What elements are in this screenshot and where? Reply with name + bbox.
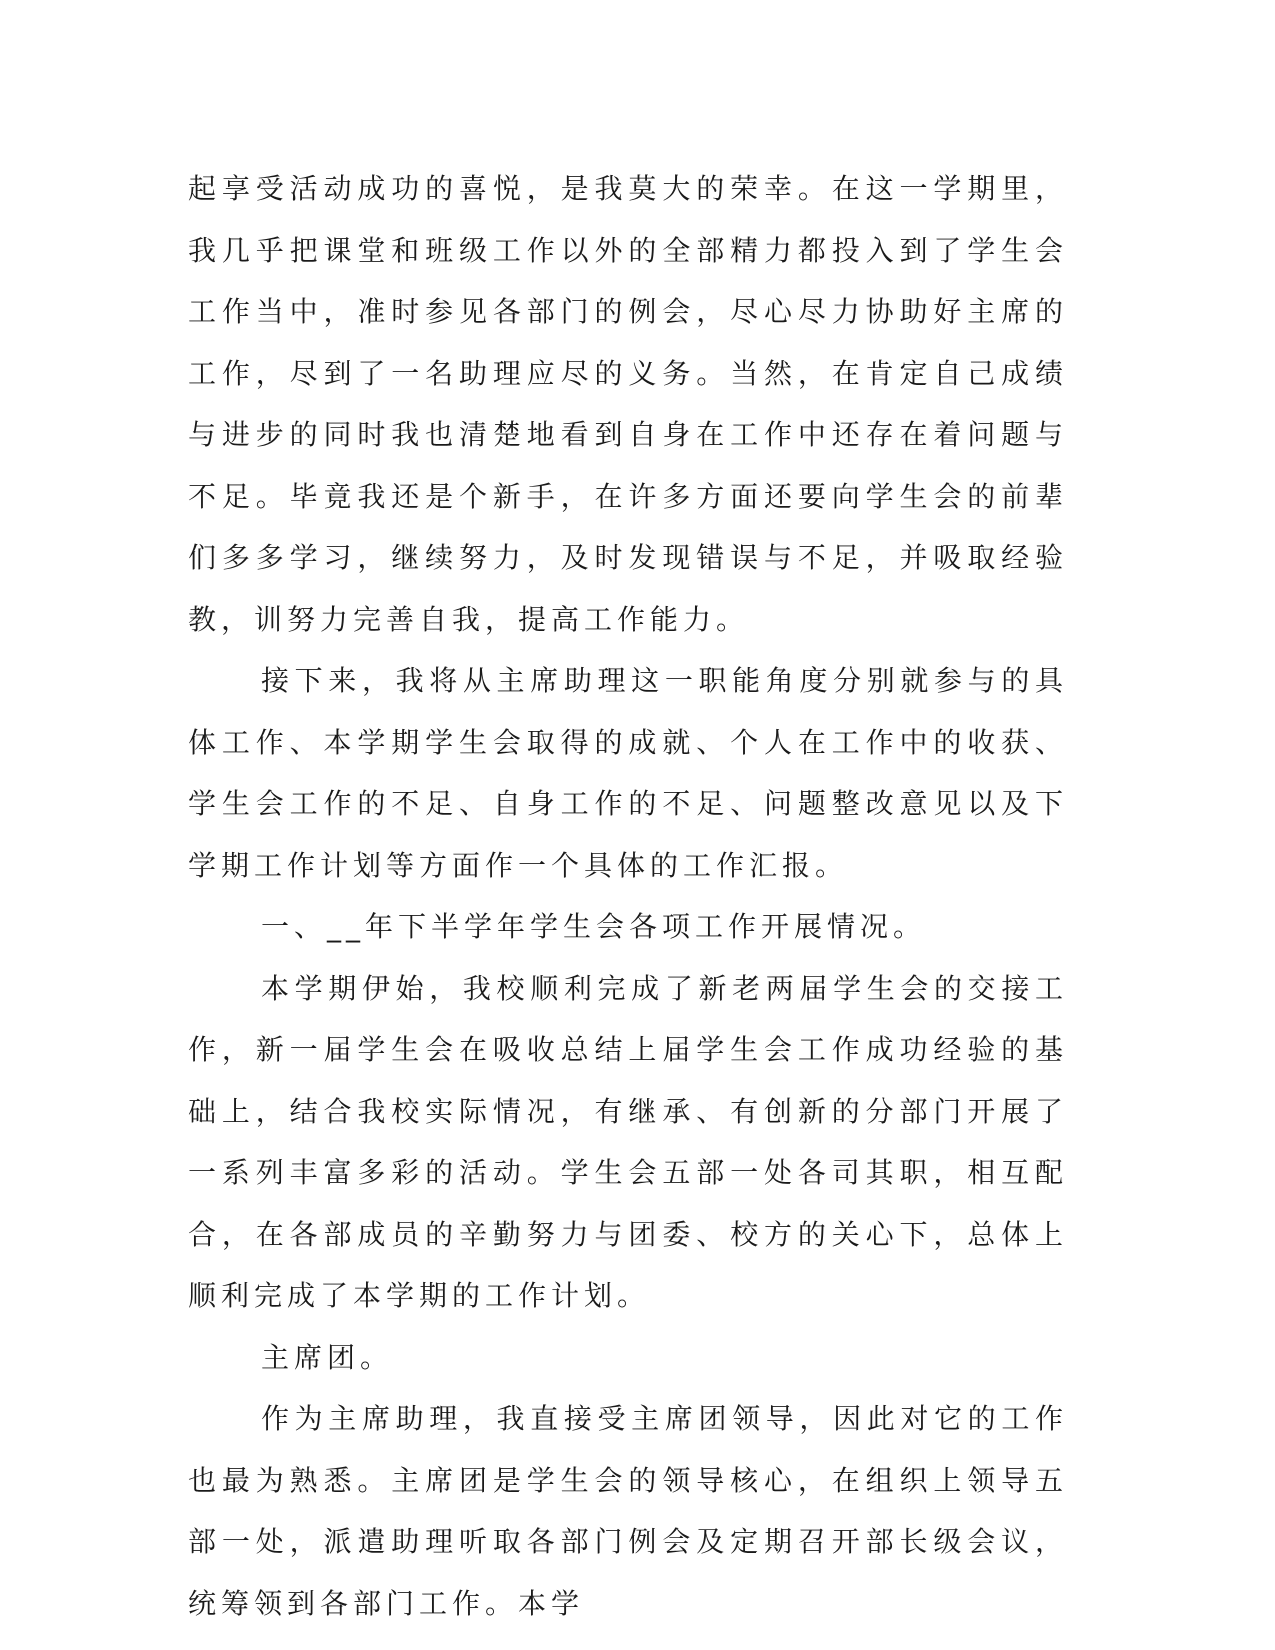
subsection-heading-presidium: 主席团。 xyxy=(261,1340,394,1374)
paragraph-3: 本学期伊始，我校顺利完成了新老两届学生会的交接工作，新一届学生会在吸收总结上届学生会工作成功经验的基础上，结合我校实际情况，有继承、有创新的分部门开展了一系列丰富多彩的活动。学生会五部一处各司其职，相互配合，在各部成员的辛勤努力与团委、校方的关心下，总体上顺利完成了本学期的工作计划。 xyxy=(188,971,1068,1312)
paragraph-2: 接下来，我将从主席助理这一职能角度分别就参与的具体工作、本学期学生会取得的成就、个人在工作中的收获、学生会工作的不足、自身工作的不足、问题整改意见以及下学期工作计划等方面作一个具体的工作汇报。 xyxy=(188,664,1068,882)
document-body xyxy=(188,158,1068,1634)
section-heading-1: 一、__年下半学年学生会各项工作开展情况。 xyxy=(261,910,927,943)
paragraph-4: 作为主席助理，我直接受主席团领导，因此对它的工作也最为熟悉。主席团是学生会的领导核心，在组织上领导五部一处，派遣助理听取各部门例会及定期召开部长级会议，统筹领到各部门工作。本学 xyxy=(188,1402,1068,1620)
paragraph-1: 起享受活动成功的喜悦，是我莫大的荣幸。在这一学期里，我几乎把课堂和班级工作以外的全部精力都投入到了学生会工作当中，准时参见各部门的例会，尽心尽力协助好主席的工作，尽到了一名助理应尽的义务。当然，在肯定自己成绩与进步的同时我也清楚地看到自身在工作中还存在着问题与不足。毕竟我还是个新手，在许多方面还要向学生会的前辈们多多学习，继续努力，及时发现错误与不足，并吸取经验教，训努力完善自我，提高工作能力。 xyxy=(188,172,1068,636)
